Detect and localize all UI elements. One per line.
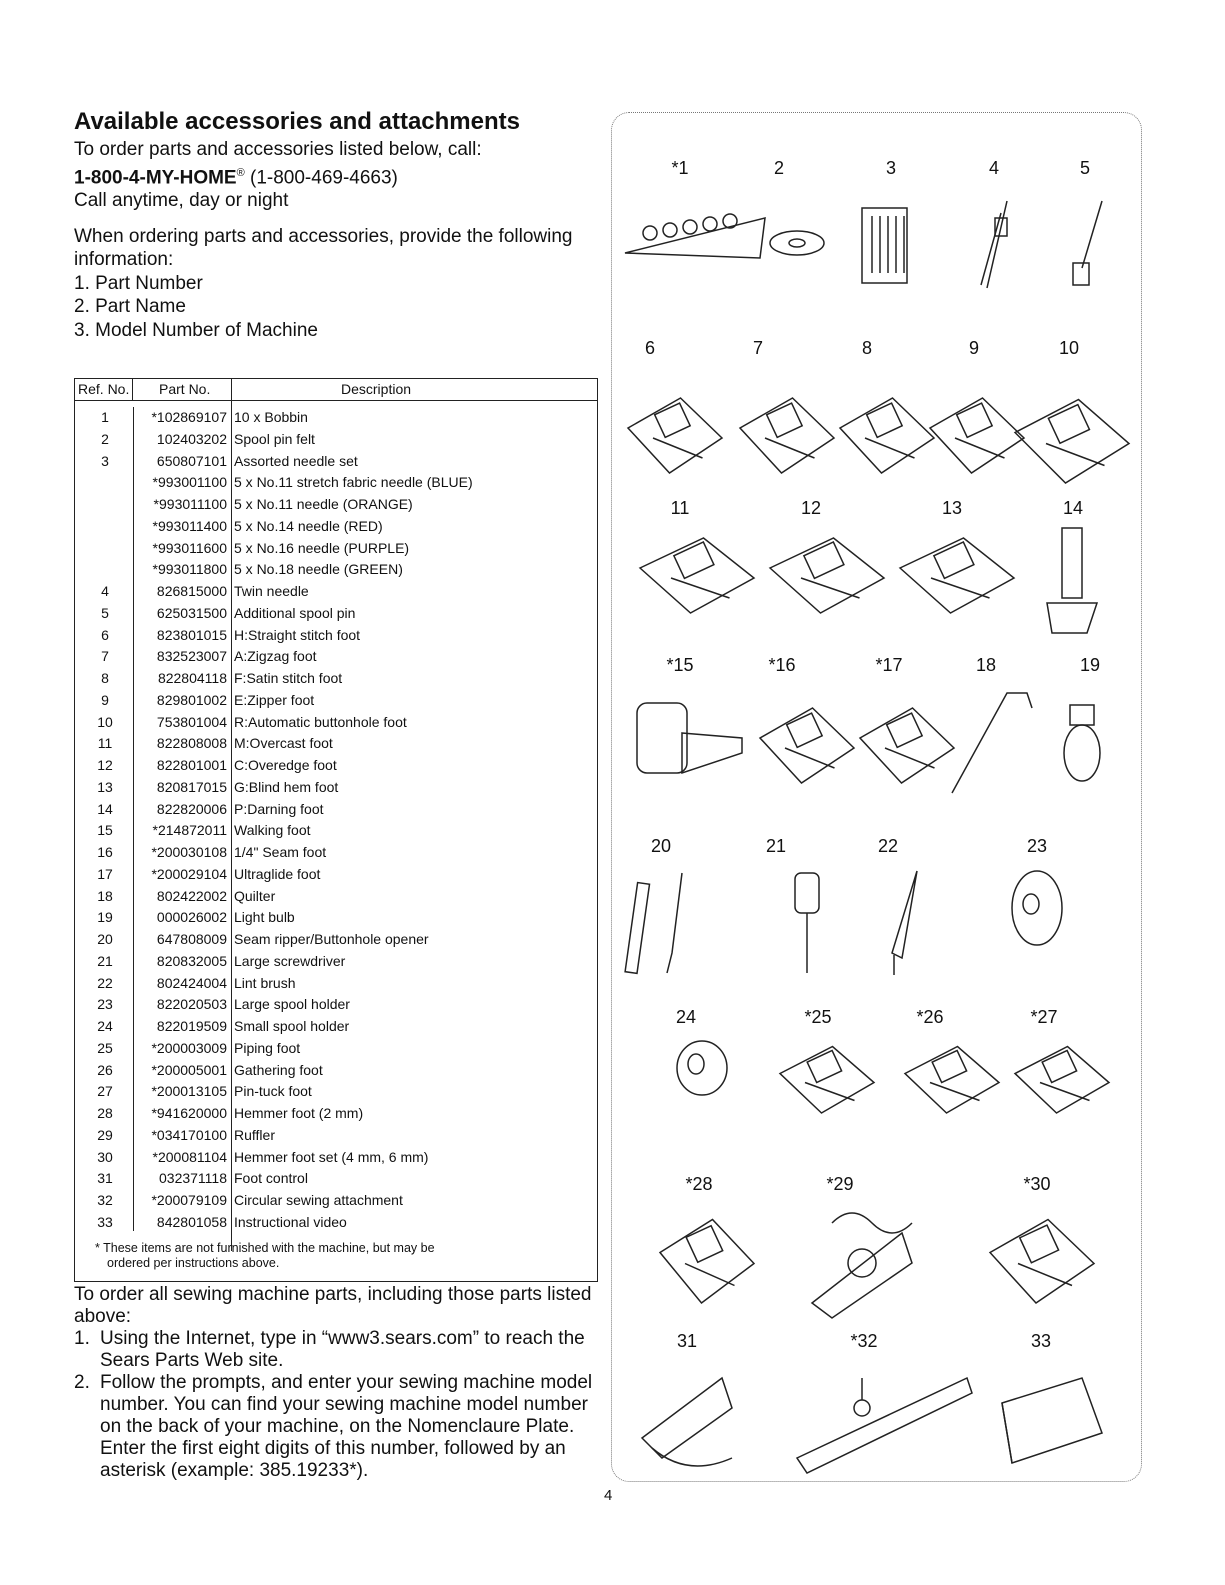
table-row [75,668,597,690]
cell-ref: 3 [101,452,109,469]
table-body [75,407,597,1234]
cell-desc: M:Overcast foot [234,735,333,752]
cell-ref: 12 [97,757,113,773]
cell-part: *200005001 [151,1061,227,1078]
table-row [75,1038,597,1060]
accessory-label: 33 [1030,1331,1052,1351]
cell-ref: 1 [101,409,109,425]
table-row [75,1081,597,1103]
cell-ref: 10 [97,713,113,730]
cell-part: 832523007 [156,648,227,665]
accessory-label: 22 [877,836,899,856]
accessory-label: 24 [675,1007,697,1027]
intro-block [74,138,604,342]
cell-ref: 23 [97,996,113,1013]
cell-ref: 20 [97,931,113,947]
cell-ref: 6 [101,626,109,643]
footnote-line: * These items are not furnished with the machine, but may be [95,1241,435,1255]
cell-desc: 5 x No.18 needle (GREEN) [234,561,403,578]
step-item [74,1372,594,1482]
ruffler-icon [792,1193,932,1333]
cell-desc: Spool pin felt [234,430,315,447]
cell-desc: Walking foot [234,822,311,839]
accessory-label: 23 [1026,836,1048,856]
cell-desc: E:Zipper foot [234,691,315,708]
cell-desc: A:Zigzag foot [234,648,317,665]
cell-part: *993001100 [152,474,227,491]
table-row [75,1168,597,1190]
cell-desc: Light bulb [234,909,295,926]
felt-icon [762,223,832,263]
cell-desc: G:Blind hem foot [234,778,339,795]
table-row [75,886,597,908]
bobbins-icon [620,203,770,263]
cell-part: 650807101 [156,452,227,469]
cell-part: *034170100 [151,1126,227,1143]
cell-part: 822020503 [156,996,227,1013]
requirement-item: 1. Part Number [74,272,203,294]
cell-desc: Lint brush [234,974,296,991]
needle-set-icon [852,198,922,288]
phone-bold: 1-800-4-MY-HOME [74,166,237,188]
header-part: Part No. [159,381,211,397]
cell-ref: 31 [97,1170,113,1187]
cell-part: 820832005 [156,952,227,969]
cell-part: *200079109 [151,1192,227,1208]
light-bulb-icon [1047,693,1117,793]
table-row [75,1060,597,1082]
accessory-label: *16 [768,655,796,675]
cell-part: *214872011 [152,822,227,839]
accessory-label: *15 [666,655,694,675]
table-row [75,951,597,973]
table-row [75,994,597,1016]
accessory-label: 9 [968,338,980,358]
table-row [75,625,597,647]
cell-desc: R:Automatic buttonhole foot [234,713,407,730]
phone-rest: (1-800-469-4663) [244,166,398,188]
table-row [75,516,597,538]
registered-mark: ® [236,166,245,179]
cell-ref: 18 [97,887,113,904]
intro-line: To order parts and accessories listed below, call: [74,139,482,160]
requirements-list [74,272,604,343]
spool-holder-icon [667,1033,737,1103]
accessory-label: *26 [916,1007,944,1027]
cell-ref: 16 [97,844,113,860]
cell-desc: Large spool holder [234,996,350,1013]
table-row [75,1103,597,1125]
cell-ref: 13 [97,778,113,795]
table-row [75,842,597,864]
accessory-label: 19 [1079,655,1101,675]
cell-part: *993011400 [152,517,227,534]
accessory-label: *32 [850,1331,878,1351]
accessory-label: 21 [765,836,787,856]
table-row [75,1016,597,1038]
cell-ref: 28 [97,1105,113,1121]
accessory-label: 6 [644,338,656,358]
cell-ref: 21 [97,952,113,969]
table-row [75,1125,597,1147]
cell-part: 647808009 [156,931,227,947]
cell-ref: 9 [101,691,109,708]
accessory-label: 3 [885,158,897,178]
table-footnote [95,1241,575,1271]
cell-desc: P:Darning foot [234,800,324,817]
cell-desc: 10 x Bobbin [234,409,308,425]
accessory-label: 8 [861,338,873,358]
cell-desc: Seam ripper/Buttonhole opener [234,931,429,947]
table-row [75,907,597,929]
cell-desc: Hemmer foot (2 mm) [234,1105,364,1121]
cell-ref: 2 [101,430,109,447]
table-row [75,1190,597,1212]
step-text: Using the Internet, type in “www3.sears.com” to reach the Sears Parts Web site. [100,1328,585,1371]
cell-desc: 1/4" Seam foot [234,844,327,860]
accessory-label: *1 [671,158,689,178]
parts-table [74,378,598,1282]
accessory-label: *30 [1023,1174,1051,1194]
cell-part: 822820006 [156,800,227,817]
cell-part: *200003009 [151,1039,227,1056]
cell-part: 822019509 [156,1018,227,1034]
header-desc: Description [341,381,412,397]
table-row [75,581,597,603]
table-row [75,1147,597,1169]
table-header [75,379,597,401]
cell-part: 802424004 [156,974,227,991]
accessory-label: 13 [941,498,963,518]
accessory-label: 11 [670,498,690,518]
spool-pin-icon [1052,193,1122,293]
table-row [75,733,597,755]
cell-part: 102403202 [156,430,227,447]
outro-line: To order all sewing machine parts, including those parts listed above: [74,1284,592,1327]
spool-holder-icon [1002,863,1072,953]
cell-desc: Additional spool pin [234,604,356,621]
cell-ref: 24 [97,1018,113,1034]
darning-foot-icon [1032,513,1112,643]
table-row [75,429,597,451]
cell-desc: Instructional video [234,1213,347,1230]
presser-foot-icon [772,1033,882,1123]
cell-part: *993011800 [152,561,227,578]
cell-desc: Circular sewing attachment [234,1192,403,1208]
cell-desc: Pin-tuck foot [234,1083,312,1100]
cell-ref: 4 [101,583,109,599]
cell-desc: 5 x No.14 needle (RED) [234,517,383,534]
cell-part: *941620000 [151,1105,227,1121]
video-case-icon [992,1363,1112,1473]
footnote-line: ordered per instructions above. [107,1256,280,1270]
cell-ref: 32 [97,1192,113,1208]
accessory-label: 20 [650,836,672,856]
cell-part: 829801002 [156,691,227,708]
seam-ripper-icon [622,863,702,983]
cell-part: *993011600 [152,539,227,556]
hemmer-foot-icon [982,1203,1102,1313]
intro-hours: Call anytime, day or night [74,190,289,212]
cell-desc: Foot control [234,1170,308,1187]
presser-foot-icon [632,523,762,623]
accessory-label: *27 [1030,1007,1058,1027]
presser-foot-icon [892,523,1022,623]
quilter-guide-icon [942,683,1042,803]
cell-ref: 14 [97,800,113,817]
cell-ref: 19 [97,909,113,926]
page-title: Available accessories and attachments [74,108,520,135]
cell-desc: Quilter [234,887,276,904]
cell-desc: Gathering foot [234,1061,323,1078]
cell-ref: 25 [97,1039,113,1056]
presser-foot-icon [897,1033,1007,1123]
cell-desc: C:Overedge foot [234,757,337,773]
phone-number [74,162,604,190]
cell-desc: Assorted needle set [234,452,358,469]
accessory-label: 14 [1062,498,1084,518]
accessory-label: 10 [1058,338,1080,358]
cell-part: 822801001 [156,757,227,773]
cell-ref: 5 [101,604,109,621]
cell-ref: 27 [97,1083,113,1100]
cell-desc: Twin needle [234,583,309,599]
table-row [75,1212,597,1234]
cell-ref: 22 [97,974,113,991]
cell-part: 823801015 [156,626,227,643]
steps-list [74,1328,594,1482]
cell-part: *993011100 [153,496,227,512]
table-row [75,451,597,473]
cell-desc: Ruffler [234,1126,275,1143]
cell-part: 802422002 [156,887,227,904]
cell-part: *102869107 [151,409,227,425]
requirement-item: 3. Model Number of Machine [74,319,318,341]
table-row [75,864,597,886]
lint-brush-icon [867,863,937,983]
cell-part: 822808008 [156,735,227,752]
accessory-label: 7 [752,338,764,358]
cell-ref: 17 [97,865,113,882]
requirement-item: 2. Part Name [74,296,186,318]
table-row [75,603,597,625]
accessory-label: *17 [875,655,903,675]
cell-part: 820817015 [156,778,227,795]
cell-part: 625031500 [156,604,227,621]
table-row [75,777,597,799]
accessory-label: *28 [685,1174,713,1194]
accessory-label: 31 [676,1331,698,1351]
buttonhole-foot-icon [1007,383,1137,493]
intro-instructions: When ordering parts and accessories, provide the following information: [74,225,573,271]
step-number: 2. [74,1372,90,1393]
accessory-label: 12 [800,498,822,518]
cell-part: 822804118 [157,670,227,686]
table-row [75,929,597,951]
cell-ref: 8 [101,670,109,686]
table-row [75,538,597,560]
cell-part: *200029104 [151,865,227,882]
presser-foot-icon [1007,1033,1117,1123]
column-divider [132,379,133,400]
cell-ref: 29 [97,1126,113,1143]
cell-desc: 5 x No.16 needle (PURPLE) [234,539,410,556]
table-row [75,407,597,429]
cell-desc: F:Satin stitch foot [234,670,343,686]
hemmer-foot-icon [652,1203,762,1313]
ordering-instructions [74,1284,594,1482]
cell-desc: 5 x No.11 stretch fabric needle (BLUE) [234,474,473,491]
table-row [75,799,597,821]
presser-foot-icon [620,383,730,483]
walking-foot-icon [622,683,752,793]
cell-desc: Small spool holder [234,1018,350,1034]
screwdriver-icon [772,863,842,983]
table-row [75,820,597,842]
table-row [75,973,597,995]
cell-desc: Piping foot [234,1039,301,1056]
step-text: Follow the prompts, and enter your sewing machine model number. You can find your sewing machine model number on the back of your machine, on the Nomenclaure Plate. Enter the first eight digits of this number, followed by an asterisk (example: 385.19233*). [100,1372,593,1481]
table-row [75,559,597,581]
accessory-label: 5 [1079,158,1091,178]
table-row [75,472,597,494]
presser-foot-icon [732,383,842,483]
cell-ref: 11 [97,735,113,752]
table-row [75,712,597,734]
circular-attachment-icon [787,1358,977,1478]
header-ref: Ref. No. [78,381,130,397]
cell-ref: 33 [97,1213,113,1230]
cell-desc: Large screwdriver [234,952,346,969]
twin-needle-icon [962,193,1032,293]
cell-desc: H:Straight stitch foot [234,626,361,643]
accessory-label: *29 [826,1174,854,1194]
cell-desc: Hemmer foot set (4 mm, 6 mm) [234,1148,429,1165]
accessories-panel [611,112,1142,1482]
cell-part: 826815000 [156,583,227,599]
cell-part: *200081104 [152,1148,227,1165]
accessory-label: 2 [773,158,785,178]
cell-desc: 5 x No.11 needle (ORANGE) [234,496,413,512]
foot-control-icon [622,1358,752,1478]
cell-part: 000026002 [156,909,227,926]
table-row [75,646,597,668]
cell-part: *200030108 [151,844,227,860]
presser-foot-icon [762,523,892,623]
cell-ref: 7 [101,648,109,665]
cell-ref: 26 [97,1061,113,1078]
accessory-label: 4 [988,158,1000,178]
table-row [75,690,597,712]
table-row [75,494,597,516]
cell-part: *200013105 [151,1083,227,1100]
presser-foot-icon [752,693,862,793]
accessory-label: 18 [975,655,997,675]
step-number: 1. [74,1328,90,1349]
table-row [75,755,597,777]
cell-ref: 30 [97,1148,113,1165]
step-item [74,1328,594,1372]
accessory-label: *25 [804,1007,832,1027]
cell-part: 032371118 [159,1170,227,1187]
cell-desc: Ultraglide foot [234,865,321,882]
cell-part: 842801058 [156,1213,227,1230]
cell-part: 753801004 [156,713,227,730]
page-number: 4 [604,1487,613,1504]
cell-ref: 15 [97,822,113,839]
